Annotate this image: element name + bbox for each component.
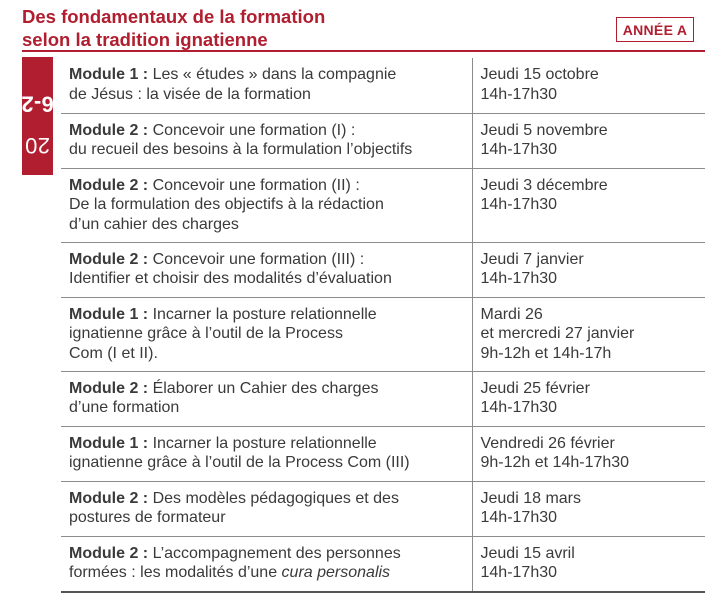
date-cell [472,297,705,371]
module-text: De la formulation des objectifs à la rédaction [69,196,384,213]
session-date: Jeudi 3 décembre [480,176,608,194]
module-text: ignatienne grâce à l’outil de la Process [69,325,343,342]
header-rule [22,50,705,52]
module-cell [61,481,472,536]
session-date: Jeudi 18 mars [480,489,581,507]
table-row [61,58,705,113]
date-cell [472,426,705,481]
table-row [61,481,705,536]
module-text: formées : les modalités d’une [69,564,282,581]
module-text: Concevoir une formation (I) : [152,121,356,139]
date-cell [472,371,705,426]
module-label: Module 2 : [69,379,149,397]
session-time: 14h-17h30 [480,141,558,158]
title-line-2: selon la tradition ignatienne [22,29,268,50]
module-label: Module 1 : [69,66,149,83]
session-date: Mardi 26 [480,305,543,323]
table-row [61,113,705,168]
module-text: Les « études » dans la compagnie [152,66,397,83]
date-cell [472,242,705,297]
module-cell [61,536,472,592]
session-time: 9h-12h et 14h-17h [480,344,612,362]
module-cell [61,242,472,297]
year-badge: ANNÉE A [616,17,694,42]
page-title [22,5,442,51]
session-time: 14h-17h30 [480,564,558,581]
date-cell [472,481,705,536]
session-date: Jeudi 15 avril [480,544,575,562]
module-text: du recueil des besoins à la formulation l’objectifs [69,141,413,158]
module-label: Module 1 : [69,305,149,323]
module-text: postures de formateur [69,509,226,526]
table-row [61,371,705,426]
module-label: Module 2 : [69,250,149,268]
session-date: Jeudi 5 novembre [480,121,608,139]
module-text: Incarner la posture relationnelle [152,305,377,323]
year-prefix: 20 [24,132,51,158]
module-text: de Jésus : la visée de la formation [69,85,311,103]
session-time: 14h-17h30 [480,399,558,416]
module-text: Incarner la posture relationnelle [152,434,377,452]
table-row [61,242,705,297]
module-text-italic: cura personalis [281,564,391,581]
session-time: 9h-12h et 14h-17h30 [480,454,630,471]
session-date: Jeudi 25 février [480,379,590,397]
date-cell [472,536,705,592]
module-text: Concevoir une formation (III) : [152,250,365,268]
session-date: Jeudi 7 janvier [480,250,584,268]
date-cell [472,113,705,168]
session-date: Vendredi 26 février [480,434,615,452]
module-cell [61,297,472,371]
title-line-1: Des fondamentaux de la formation [22,6,326,27]
year-label [8,75,67,158]
session-date: et mercredi 27 janvier [480,325,635,342]
module-text: d’un cahier des charges [69,215,239,233]
session-time: 14h-17h30 [480,509,558,526]
module-text: ignatienne grâce à l’outil de la Process Com (III) [69,454,410,471]
date-cell [472,168,705,242]
module-label: Module 2 : [69,544,149,562]
module-text: Élaborer un Cahier des charges [152,379,379,397]
module-cell [61,371,472,426]
module-label: Module 2 : [69,489,149,507]
table-row [61,426,705,481]
session-time: 14h-17h30 [480,196,558,213]
year-tab [8,57,67,175]
date-cell [472,58,705,113]
session-time: 14h-17h30 [480,85,558,103]
table-row [61,168,705,242]
module-text: Concevoir une formation (II) : [152,176,360,194]
module-cell [61,426,472,481]
year-main: 26-27 [8,91,67,117]
module-cell [61,58,472,113]
module-text: Identifier et choisir des modalités d’évaluation [69,270,392,287]
module-label: Module 1 : [69,434,149,452]
schedule-table [61,58,705,593]
table-row [61,536,705,592]
module-label: Module 2 : [69,121,149,139]
module-text: Des modèles pédagogiques et des [152,489,399,507]
module-cell [61,168,472,242]
module-text: L’accompagnement des personnes [152,544,401,562]
table-row [61,297,705,371]
module-text: d’une formation [69,399,180,416]
session-time: 14h-17h30 [480,270,558,287]
session-date: Jeudi 15 octobre [480,66,599,83]
module-text: Com (I et II). [69,344,158,362]
module-label: Module 2 : [69,176,149,194]
module-cell [61,113,472,168]
